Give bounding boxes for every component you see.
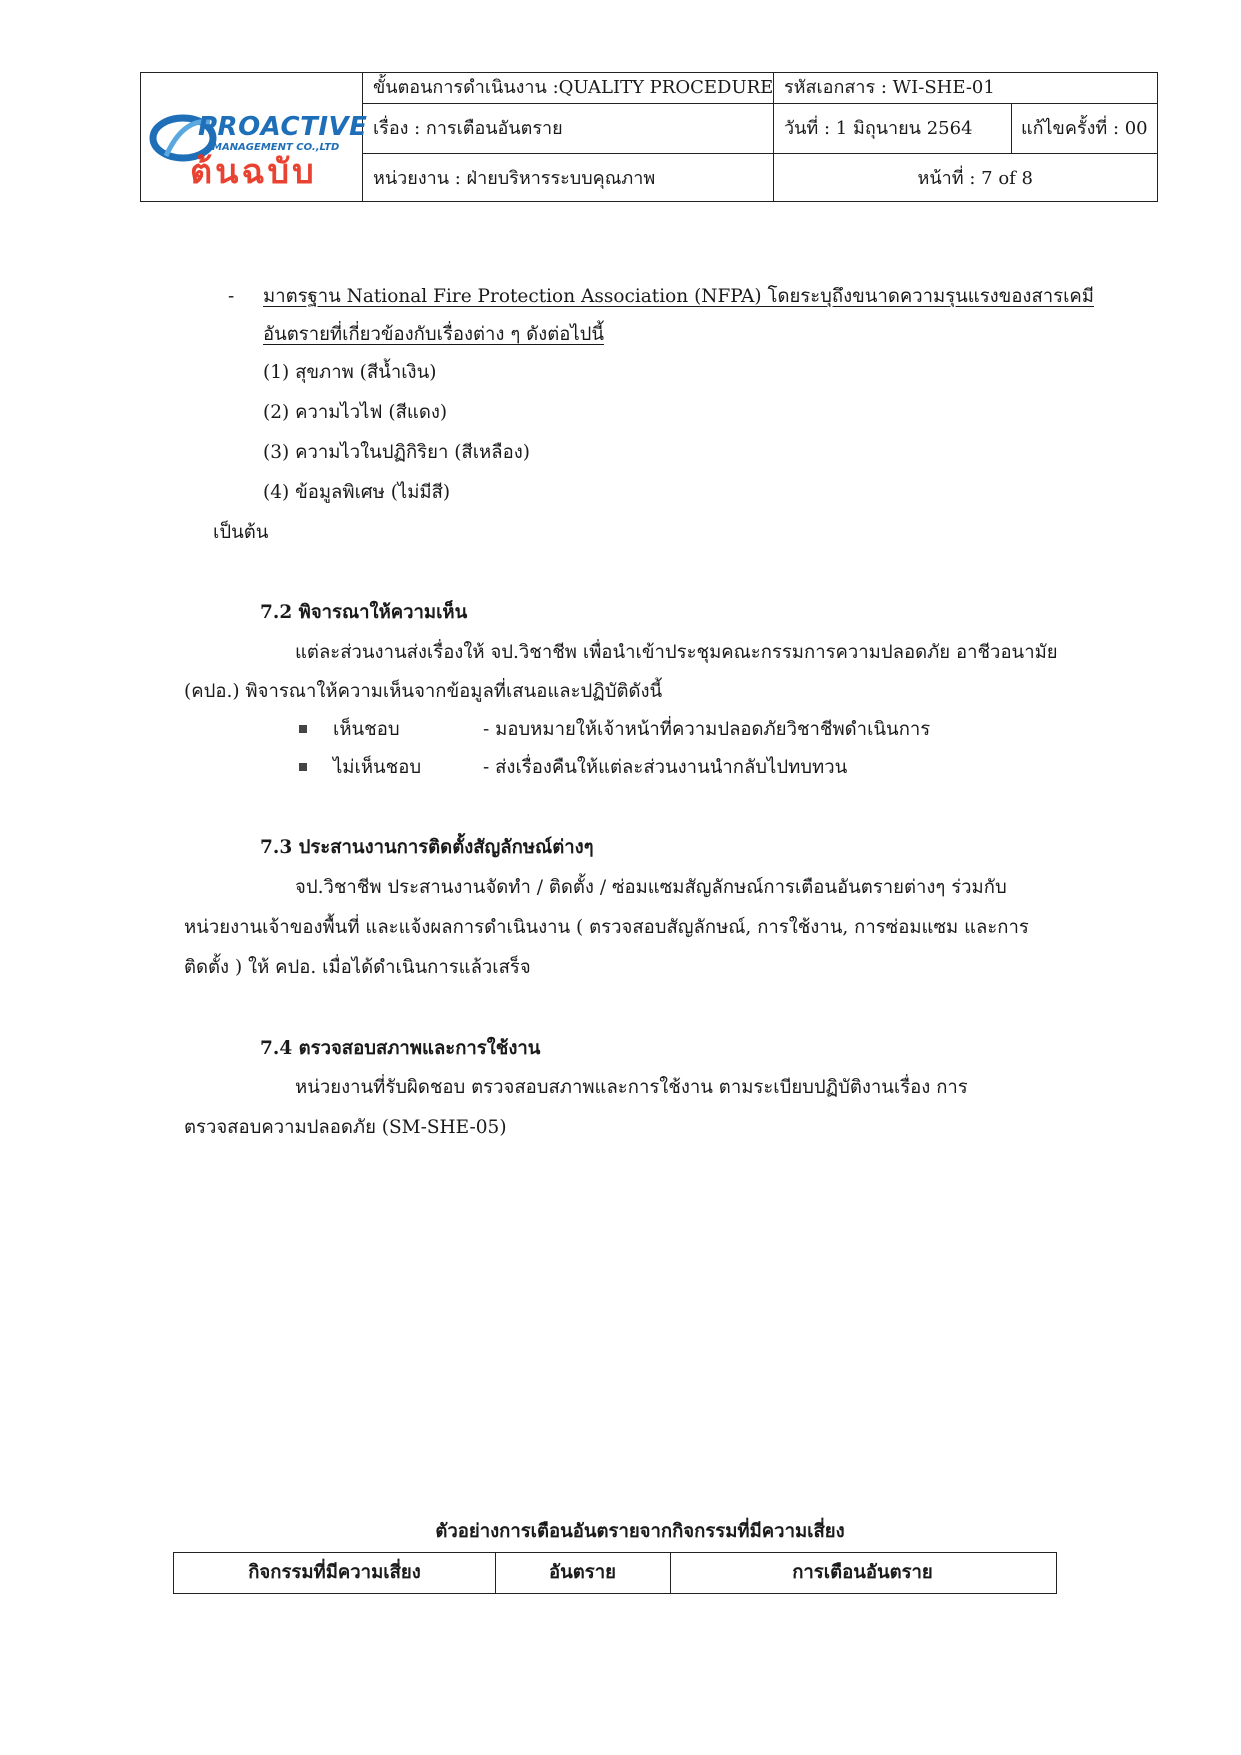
department: หน่วยงาน : ฝ่ายบริหารระบบคุณภาพ — [373, 168, 656, 189]
option-approve-action: - มอบหมายให้เจ้าหน้าที่ความปลอดภัยวิชาชีพดำเนินการ — [483, 719, 931, 740]
example-table-title: ตัวอย่างการเตือนอันตรายจากกิจกรรมที่มีความเสี่ยง — [435, 1521, 845, 1542]
section-7-3-line-1: จป.วิชาชีพ ประสานงานจัดทำ / ติดตั้ง / ซ่อมแซมสัญลักษณ์การเตือนอันตรายต่างๆ ร่วมกับ — [295, 877, 1007, 898]
document-subject: เรื่อง : การเตือนอันตราย — [373, 118, 563, 139]
logo-brand: PROACTIVE — [198, 112, 368, 142]
nfpa-item-2: (2) ความไวไฟ (สีแดง) — [263, 402, 448, 423]
section-7-2-para-line-2: (คปอ.) พิจารณาให้ความเห็นจากข้อมูลที่เสนอและปฏิบัติดังนี้ — [184, 681, 663, 702]
section-7-4-line-1: หน่วยงานที่รับผิดชอบ ตรวจสอบสภาพและการใช้งาน ตามระเบียบปฏิบัติงานเรื่อง การ — [295, 1077, 968, 1098]
procedure-title: ขั้นตอนการดำเนินงาน :QUALITY PROCEDURE — [373, 77, 774, 98]
nfpa-item-3: (3) ความไวในปฏิกิริยา (สีเหลือง) — [263, 442, 530, 463]
section-7-3-line-3: ติดตั้ง ) ให้ คปอ. เมื่อได้ดำเนินการแล้วเสร็จ — [184, 957, 531, 978]
option-approve-label: เห็นชอบ — [333, 719, 400, 740]
list-dash: - — [228, 286, 235, 307]
revision-number: แก้ไขครั้งที่ : 00 — [1021, 118, 1148, 139]
section-7-4-line-2: ตรวจสอบความปลอดภัย (SM-SHE-05) — [184, 1117, 507, 1138]
section-7-2-heading: 7.2 พิจารณาให้ความเห็น — [260, 602, 468, 623]
page-number: หน้าที่ : 7 of 8 — [917, 168, 1033, 189]
section-7-2-para-line-1: แต่ละส่วนงานส่งเรื่องให้ จป.วิชาชีพ เพื่อนำเข้าประชุมคณะกรรมการความปลอดภัย อาชีวอนามัย — [295, 642, 1058, 663]
square-bullet-icon — [299, 725, 307, 733]
column-header-risky-activity: กิจกรรมที่มีความเสี่ยง — [248, 1562, 421, 1583]
nfpa-item-4: (4) ข้อมูลพิเศษ (ไม่มีสี) — [263, 482, 451, 503]
section-7-3-heading: 7.3 ประสานงานการติดตั้งสัญลักษณ์ต่างๆ — [260, 837, 594, 858]
nfpa-line-2: อันตรายที่เกี่ยวข้องกับเรื่องต่าง ๆ ดังต่อไปนี้ — [263, 324, 605, 345]
company-logo — [148, 104, 372, 192]
column-header-hazard-warning: การเตือนอันตราย — [792, 1562, 933, 1583]
option-reject-action: - ส่งเรื่องคืนให้แต่ละส่วนงานนำกลับไปทบทวน — [483, 757, 848, 778]
section-7-3-line-2: หน่วยงานเจ้าของพื้นที่ และแจ้งผลการดำเนินงาน ( ตรวจสอบสัญลักษณ์, การใช้งาน, การซ่อมแซม และการ — [184, 917, 1029, 938]
square-bullet-icon — [299, 763, 307, 771]
column-header-hazard: อันตราย — [549, 1562, 616, 1583]
original-stamp: ต้นฉบับ — [190, 152, 317, 192]
document-code: รหัสเอกสาร : WI-SHE-01 — [784, 77, 995, 98]
section-7-4-heading: 7.4 ตรวจสอบสภาพและการใช้งาน — [260, 1038, 541, 1059]
example-table-header — [173, 1552, 1057, 1594]
nfpa-item-1: (1) สุขภาพ (สีน้ำเงิน) — [263, 362, 437, 383]
option-reject-label: ไม่เห็นชอบ — [333, 757, 422, 778]
logo-tagline: MANAGEMENT CO.,LTD — [212, 142, 340, 153]
nfpa-line-1: มาตรฐาน National Fire Protection Association (NFPA) โดยระบุถึงขนาดความรุนแรงของสารเคมี — [263, 286, 1094, 307]
document-date: วันที่ : 1 มิถุนายน 2564 — [784, 118, 973, 139]
nfpa-closing: เป็นต้น — [213, 522, 269, 543]
